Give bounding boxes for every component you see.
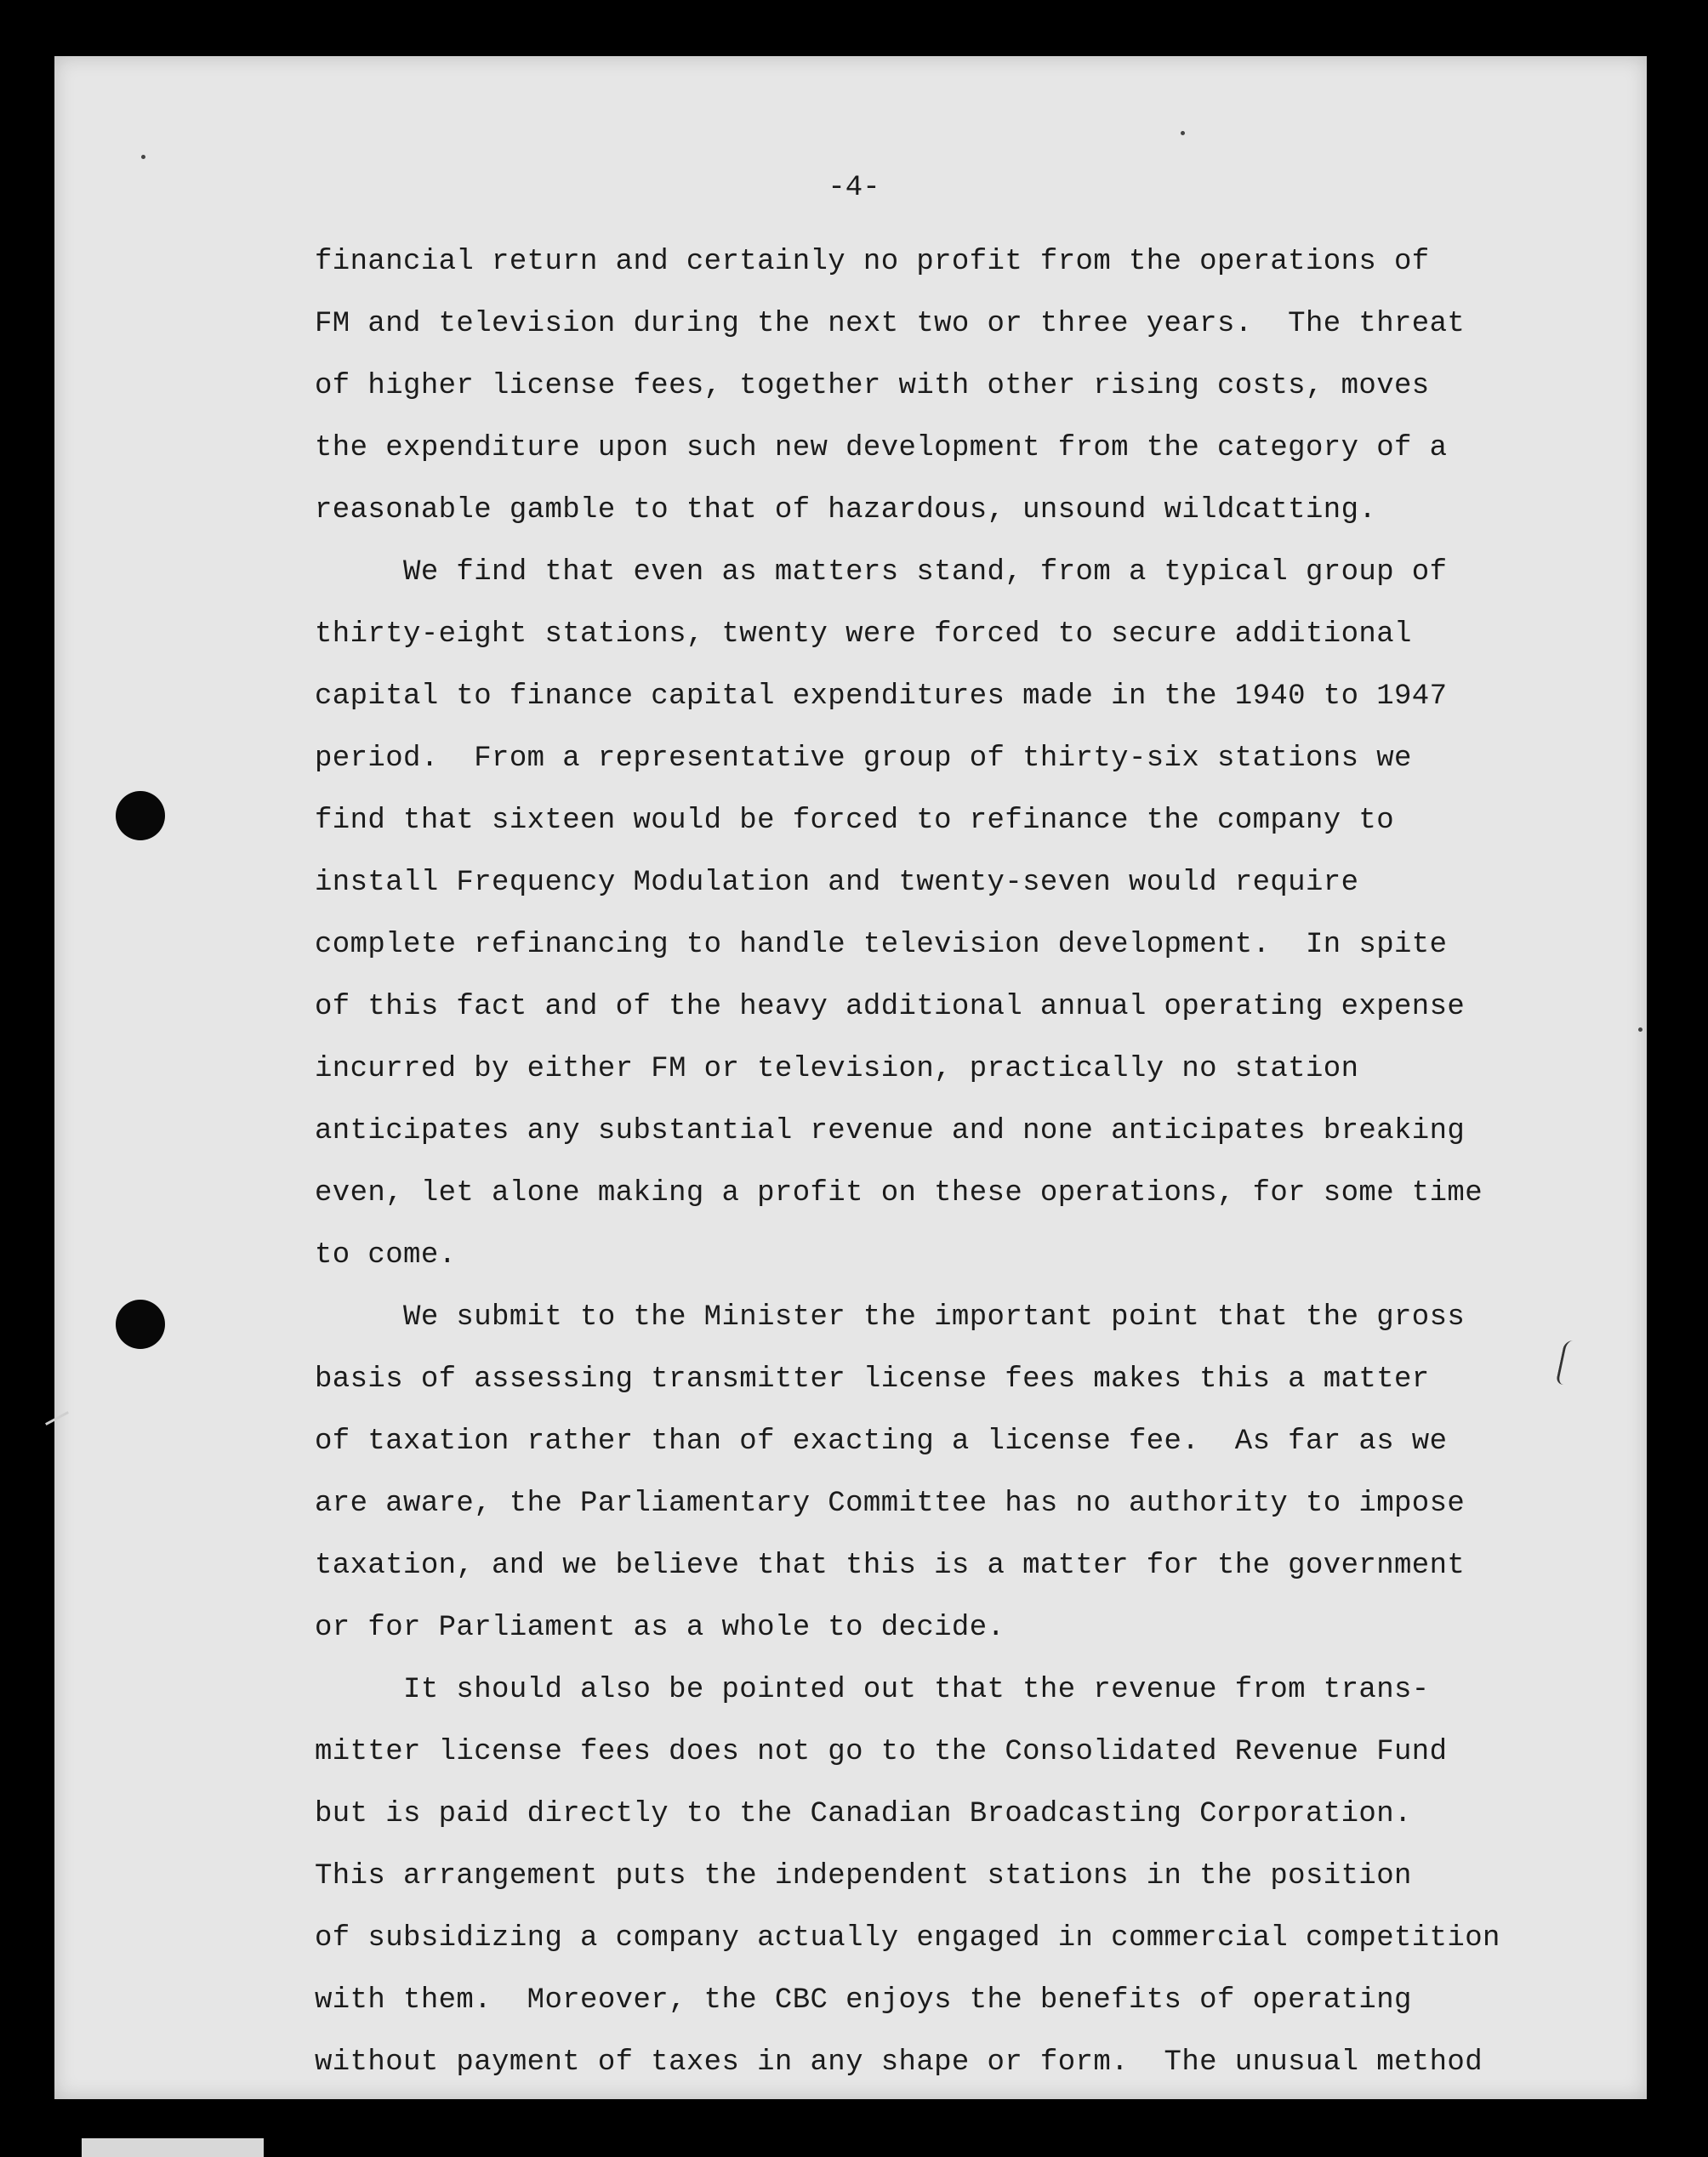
punch-hole-top xyxy=(116,791,165,840)
text-line: install Frequency Modulation and twenty-seven would require xyxy=(315,867,1359,899)
text-line: reasonable gamble to that of hazardous, unsound wildcatting. xyxy=(315,494,1377,526)
text-line: without payment of taxes in any shape or form. The unusual method xyxy=(315,2046,1483,2079)
text-line: We find that even as matters stand, from a typical group of xyxy=(315,556,1448,589)
body-text xyxy=(315,231,1591,2094)
text-line: of higher license fees, together with other rising costs, moves xyxy=(315,370,1430,402)
text-line: find that sixteen would be forced to refinance the company to xyxy=(315,805,1395,837)
text-line: with them. Moreover, the CBC enjoys the benefits of operating xyxy=(315,1984,1412,2017)
text-line: FM and television during the next two or three years. The threat xyxy=(315,308,1466,340)
text-line: the expenditure upon such new development from the category of a xyxy=(315,432,1448,464)
text-line: anticipates any substantial revenue and none anticipates breaking xyxy=(315,1115,1466,1147)
text-line: financial return and certainly no profit from the operations of xyxy=(315,246,1430,278)
text-line: but is paid directly to the Canadian Broadcasting Corporation. xyxy=(315,1798,1412,1830)
page-number: -4- xyxy=(828,172,880,204)
text-line: complete refinancing to handle television development. In spite xyxy=(315,929,1448,961)
text-line: mitter license fees does not go to the Consolidated Revenue Fund xyxy=(315,1736,1448,1768)
text-line: We submit to the Minister the important point that the gross xyxy=(315,1301,1466,1334)
text-line: period. From a representative group of thirty-six stations we xyxy=(315,743,1412,775)
text-line: to come. xyxy=(315,1239,457,1272)
text-line: of this fact and of the heavy additional annual operating expense xyxy=(315,991,1466,1023)
text-line: even, let alone making a profit on these operations, for some time xyxy=(315,1177,1483,1209)
text-line: of taxation rather than of exacting a license fee. As far as we xyxy=(315,1426,1448,1458)
text-line: taxation, and we believe that this is a matter for the government xyxy=(315,1550,1466,1582)
text-line: basis of assessing transmitter license fees makes this a matter xyxy=(315,1363,1430,1396)
text-line: thirty-eight stations, twenty were forced to secure additional xyxy=(315,618,1412,651)
film-label-strip xyxy=(82,2138,264,2157)
punch-hole-bottom xyxy=(116,1300,165,1349)
speck-mark xyxy=(1181,131,1185,135)
text-line: This arrangement puts the independent stations in the position xyxy=(315,1860,1412,1892)
speck-mark xyxy=(141,155,145,159)
text-line: are aware, the Parliamentary Committee has no authority to impose xyxy=(315,1488,1466,1520)
text-line: of subsidizing a company actually engaged in commercial competition xyxy=(315,1922,1500,1955)
text-line: or for Parliament as a whole to decide. xyxy=(315,1612,1005,1644)
speck-mark xyxy=(1638,1027,1643,1032)
text-line: It should also be pointed out that the revenue from trans- xyxy=(315,1674,1430,1706)
text-line: capital to finance capital expenditures made in the 1940 to 1947 xyxy=(315,680,1448,713)
text-line: incurred by either FM or television, practically no station xyxy=(315,1053,1359,1085)
